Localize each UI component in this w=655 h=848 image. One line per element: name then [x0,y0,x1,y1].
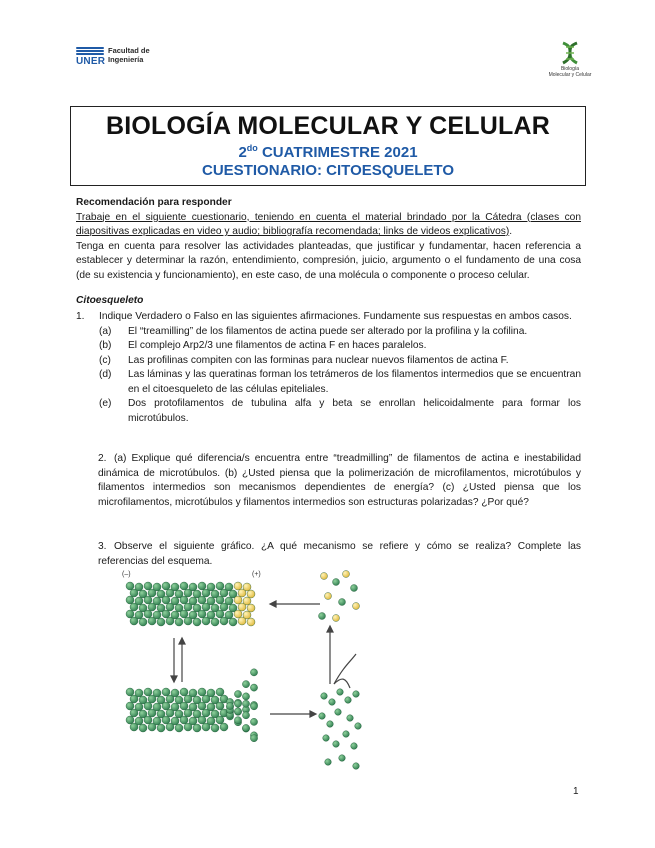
gtp-tubulin-dimer [247,618,255,626]
page-number: 1 [573,786,579,797]
curling-protofilament-dimer [226,702,233,709]
tubulin-dimer [175,618,183,626]
tubulin-dimer [135,689,143,697]
tubulin-dimer [216,702,224,710]
free-dimer [319,613,326,620]
released-dimer [353,691,360,698]
tubulin-dimer [139,618,147,626]
tubulin-dimer [126,688,134,696]
tubulin-dimer [216,716,224,724]
tubulin-dimer [193,724,201,732]
curling-protofilament-dimer [234,690,241,697]
tubulin-dimer [225,597,233,605]
tubulin-dimer [225,611,233,619]
question-1-text: Indique Verdadero o Falso en las siguientes afirmaciones. Fundamente sus respuestas en ambos casos. [99,311,572,322]
list-item: (a) El “treamilling” de los filamentos de actina puede ser alterado por la profilina y la cofilina. [99,325,528,337]
question-1-items [99,325,581,427]
tubulin-dimer [225,583,233,591]
curling-protofilament-dimer [234,700,241,707]
tubulin-dimer [189,717,197,725]
dna-icon [557,40,583,66]
tubulin-dimer [144,596,152,604]
tubulin-dimer [171,717,179,725]
question-1 [76,310,581,426]
tubulin-dimer [175,724,183,732]
tubulin-dimer [229,618,237,626]
growing-microtubule [126,582,255,626]
recommendation-instructions: Trabaje en el siguiente cuestionario, teniendo en cuenta el material brindado por la Cátedra (clases con diapositivas explicadas en video y audio; bibliografía recomendada; links de videos explicativos). [76,211,581,237]
tubulin-dimer [162,688,170,696]
tubulin-dimer [207,611,215,619]
free-dimer [321,573,328,580]
free-dimer [351,585,358,592]
tubulin-dimer [135,717,143,725]
tubulin-dimer [153,583,161,591]
curling-protofilament-dimer [242,712,249,719]
tubulin-dimer [189,597,197,605]
tubulin-dimer [153,717,161,725]
released-dimer [355,723,362,730]
faculty-name: Facultad de Ingeniería [108,46,150,64]
tubulin-dimer [189,611,197,619]
tubulin-dimer [180,716,188,724]
curling-protofilament-dimer [250,718,257,725]
list-item: (b) El complejo Arp2/3 une filamentos de actina F en haces paralelos. [99,340,427,351]
uner-stripes-icon [76,47,104,56]
curling-protofilament-dimer [234,717,241,724]
tubulin-dimer [189,583,197,591]
tubulin-dimer [157,618,165,626]
tubulin-dimer [126,610,134,618]
tubulin-dimer [126,702,134,710]
document-subtitle: CUESTIONARIO: CITOESQUELETO [202,162,454,179]
minus-end-label: (–) [122,571,131,578]
tubulin-dimer [207,583,215,591]
plus-end-label: (+) [252,571,261,578]
tubulin-dimer [207,717,215,725]
tubulin-dimer [180,702,188,710]
document-title: BIOLOGÍA MOLECULAR Y CELULAR [105,112,551,140]
recommendation-heading: Recomendación para responder [76,197,232,208]
tubulin-dimer [189,689,197,697]
tubulin-dimer [207,703,215,711]
tubulin-dimer [144,702,152,710]
released-dimer [337,689,344,696]
course-logo-line1: Biología [560,66,580,72]
tubulin-dimer [180,610,188,618]
tubulin-dimer [153,703,161,711]
tubulin-dimer [198,716,206,724]
curling-protofilament-dimer [234,708,241,715]
curling-protofilament-dimer [242,700,249,707]
tubulin-dimer [180,688,188,696]
tubulin-dimer [157,724,165,732]
question-3 [98,540,581,569]
released-dimer [323,735,330,742]
list-item: (d) Las láminas y las queratinas forman los tetrámeros de los filamentos intermedios que se encuentran en el citoesqueleto de las células epiteliales. [99,369,581,395]
released-dimer [321,693,328,700]
released-dimer [343,731,350,738]
curling-protofilament-dimer [250,684,257,691]
tubulin-dimer [153,689,161,697]
tubulin-dimer [144,582,152,590]
section-heading: Citoesqueleto [76,295,144,306]
tubulin-dimer [171,611,179,619]
gtp-tubulin-dimer [243,583,251,591]
tubulin-dimer [162,610,170,618]
tubulin-dimer [162,582,170,590]
curling-protofilament-dimer [242,693,249,700]
free-dimer [333,579,340,586]
tubulin-dimer [153,611,161,619]
tubulin-dimer [180,596,188,604]
tubulin-dimer [144,716,152,724]
tubulin-dimer [193,618,201,626]
recommendation-block [76,196,581,283]
released-dimer [347,715,354,722]
free-dimer [353,603,360,610]
tubulin-dimer [198,596,206,604]
tubulin-dimer [135,583,143,591]
tubulin-dimer [171,703,179,711]
released-dimer [351,743,358,750]
tubulin-dimer [198,702,206,710]
tubulin-dimer [180,582,188,590]
tubulin-dimer [139,724,147,732]
tubulin-dimer [216,582,224,590]
tubulin-dimer [207,597,215,605]
tubulin-dimer [126,716,134,724]
tubulin-dimer [135,703,143,711]
tubulin-dimer [198,610,206,618]
gtp-tubulin-dimer [247,590,255,598]
question-2-number: 2. [98,453,107,464]
released-dimer [333,741,340,748]
tubulin-dimer [171,583,179,591]
tubulin-dimer [211,724,219,732]
microtubule-diagram [118,566,384,778]
released-dimer [345,697,352,704]
tubulin-dimer [135,611,143,619]
released-dimer [325,759,332,766]
tubulin-dimer [162,716,170,724]
tubulin-dimer [126,596,134,604]
tubulin-dimer [198,688,206,696]
gtp-tubulin-dimer [243,597,251,605]
free-dimer [339,599,346,606]
question-2 [98,452,581,510]
released-tubulin-dimers [319,689,362,770]
free-dimer [325,593,332,600]
released-dimer [353,763,360,770]
course-logo [540,40,600,88]
gtp-tubulin-dimer [234,582,242,590]
course-logo-line2: Molecular y Celular [548,72,592,78]
curling-protofilament-dimer [250,669,257,676]
question-3-number: 3. [98,541,107,552]
released-dimer [319,713,326,720]
tubulin-dimer [171,597,179,605]
free-dimer [343,571,350,578]
tubulin-dimer [126,582,134,590]
tubulin-dimer [216,596,224,604]
gtp-tubulin-dimer [247,604,255,612]
uner-logo [76,46,176,68]
free-dimer [333,615,340,622]
released-dimer [339,755,346,762]
tubulin-dimer [171,689,179,697]
question-2-text: (a) Explique qué diferencia/s encuentra entre “treadmilling” de filamentos de actina e inestabilidad dinámica de microtúbulos. (b) ¿Usted piensa que la polimerización de microfilamentos, microtúbulos y filamentos intermedios son mecanismos dependientes de energía? (c) ¿Usted piensa que los microfilamentos, microtúbulos y filamentos intermedios son estructuras polarizadas? ¿Por qué? [98,453,581,508]
tubulin-dimer [144,688,152,696]
released-dimer [327,721,334,728]
free-tubulin-dimers [319,571,360,622]
curling-protofilament-dimer [242,724,249,731]
title-box [70,106,586,186]
gtp-tubulin-dimer [243,611,251,619]
released-dimer [335,709,342,716]
uner-abbr: UNER [76,56,106,67]
tubulin-dimer [144,610,152,618]
released-dimer [329,699,336,706]
tubulin-dimer [153,597,161,605]
recommendation-body: Tenga en cuenta para resolver las actividades planteadas, que justificar y fundamentar, hacen referencia a establecer y determinar la razón, entendimiento, compresión, juicio, argumento o el fundamento de una cosa (de su existencia y funcionamiento), en este caso, de una molécula o componente o proceso celular. [76,240,581,281]
curling-protofilament-dimer [242,681,249,688]
tubulin-dimer [135,597,143,605]
tubulin-dimer [207,689,215,697]
list-item: (e) Dos protofilamentos de tubulina alfa y beta se enrollan helicoidalmente para formar los microtúbulos. [99,398,581,424]
tubulin-dimer [216,610,224,618]
tubulin-dimer [162,596,170,604]
gtp-tubulin-dimer [234,596,242,604]
term-line: $2^{do}$ CUATRIMESTRE 2021 [238,143,418,161]
tubulin-dimer [189,703,197,711]
list-item: (c) Las profilinas compiten con las forminas para nuclear nuevos filamentos de actina F. [99,354,509,366]
shrinking-microtubule [126,669,258,742]
curling-protofilament-dimer [250,735,257,742]
tubulin-dimer [211,618,219,626]
gtp-tubulin-dimer [234,610,242,618]
tubulin-dimer [220,723,228,731]
tubulin-dimer [216,688,224,696]
question-1-number: 1. [76,311,85,322]
question-3-text: Observe el siguiente gráfico. ¿A qué mecanismo se refiere y cómo se realiza? Complete las referencias del esquema. [98,541,581,567]
tubulin-dimer [198,582,206,590]
tubulin-dimer [162,702,170,710]
curling-protofilament-dimer [250,703,257,710]
